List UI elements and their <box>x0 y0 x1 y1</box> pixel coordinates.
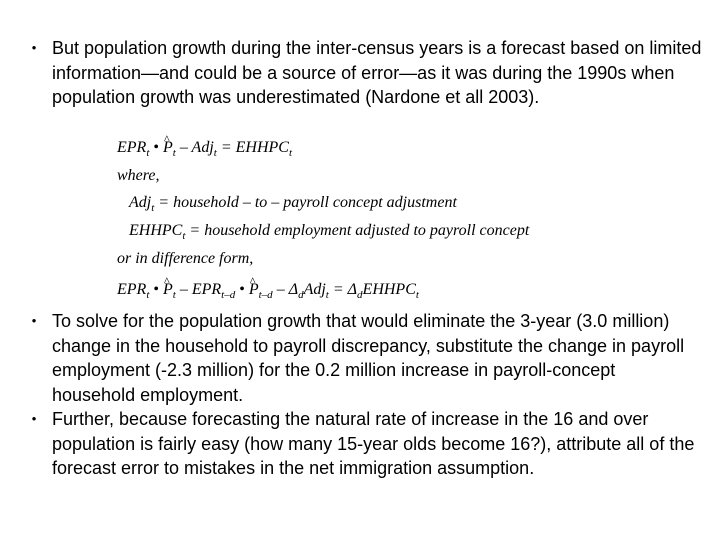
equation-line-2: $EPR_t$ • ^ $P_t - EPR_{t-d}$ • ^ $P_{t-d} - \Delta_dAdj_t$ = $\Delta_dEHHPC_t$ <box>117 280 419 305</box>
equation-where: where, <box>117 167 160 184</box>
equation-adj-definition: Adj$_t$ = household – to – payroll concept adjustment <box>129 194 457 214</box>
bullet-text: To solve for the population growth that would eliminate the 3-year (3.0 million) change in the household to payroll discrepancy, substitute the change in payroll employment (-2.3 million) for the 0.2 million increase in payroll-concept household employment. <box>52 311 685 405</box>
bullet-icon: • <box>31 411 37 426</box>
equation-ehhpc-definition: $EHHPC_t$ = household employment adjusted to payroll concept <box>129 222 530 242</box>
bullet-icon: • <box>31 313 37 328</box>
equation-difference-label: or in difference form, <box>117 250 254 267</box>
bullet-text: But population growth during the inter-census years is a forecast based on limited information—and could be a source of error—as it was during the 1990s when population growth was underestimated (Nardone et all 2003). <box>52 38 702 107</box>
equation-line-1: $EPR_t$ • ^ $P_t - Adj_t$ = $EHHPC_t$ <box>117 138 292 163</box>
bullet-icon: • <box>31 40 37 55</box>
bullet-text: Further, because forecasting the natural rate of increase in the 16 and over population is fairly easy (how many 15-year olds become 16?), attribute all of the forecast error to mistakes in the net immigration assumption. <box>52 409 695 478</box>
